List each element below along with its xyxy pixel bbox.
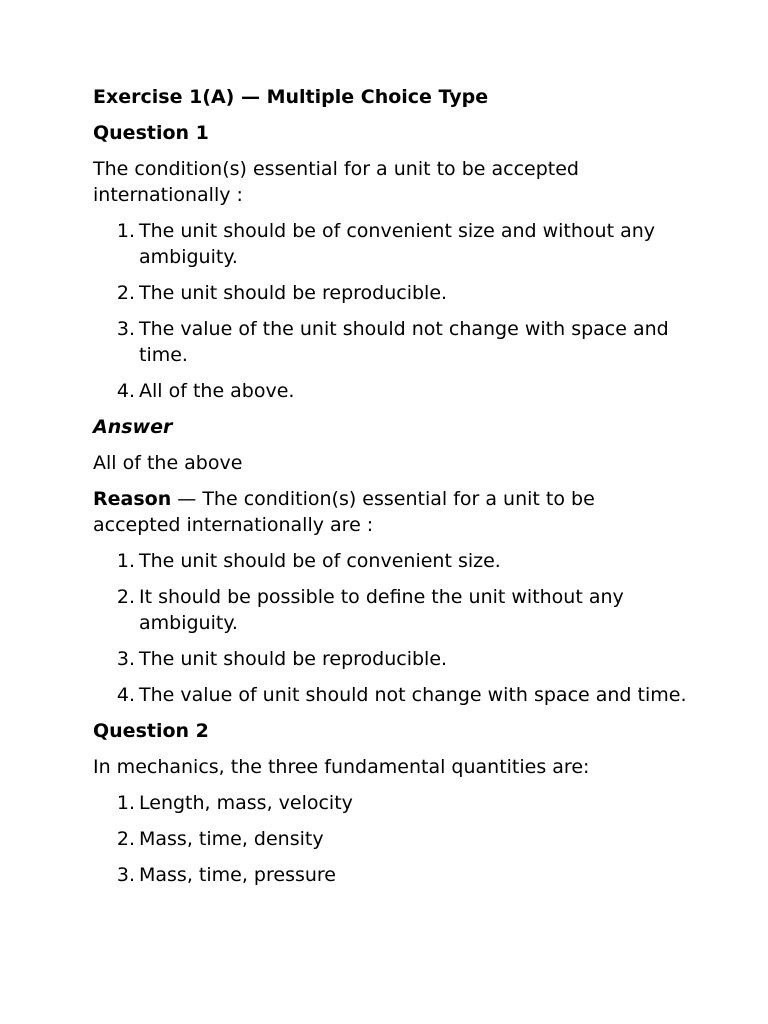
answer-text: All of the above — [93, 452, 243, 474]
reason-number: 3. — [116, 648, 135, 670]
reason-number: 2. — [116, 586, 135, 608]
option-text: The value of the unit should not change with space and time. — [139, 318, 669, 366]
reason-item-4 — [93, 682, 688, 708]
reason-item-text: The unit should be of convenient size. — [139, 550, 501, 572]
exercise-title: Exercise 1(A) — Multiple Choice Type — [93, 86, 489, 108]
option-number: 1. — [116, 792, 135, 814]
reason-item-1 — [93, 548, 688, 574]
reason-list — [93, 548, 688, 708]
question-2-option-3 — [93, 862, 688, 888]
answer-label: Answer — [93, 416, 173, 438]
reason-item-text: It should be possible to define the unit without any ambiguity. — [139, 586, 624, 634]
question-1-option-3 — [93, 316, 688, 368]
option-text: All of the above. — [139, 380, 295, 402]
option-text: Length, mass, velocity — [139, 792, 353, 814]
option-number: 4. — [116, 380, 135, 402]
question-2-prompt: In mechanics, the three fundamental quantities are: — [93, 756, 590, 778]
reason-text: — The condition(s) essential for a unit to be accepted internationally are : — [93, 488, 595, 536]
question-1-option-2 — [93, 280, 688, 306]
reason-number: 4. — [116, 684, 135, 706]
option-text: Mass, time, pressure — [139, 864, 336, 886]
question-2-option-1 — [93, 790, 688, 816]
reason-number: 1. — [116, 550, 135, 572]
reason-item-text: The unit should be reproducible. — [139, 648, 448, 670]
option-text: The unit should be reproducible. — [139, 282, 448, 304]
question-1-option-4 — [93, 378, 688, 404]
option-text: The unit should be of convenient size and without any ambiguity. — [139, 220, 656, 268]
reason-item-3 — [93, 646, 688, 672]
option-number: 2. — [116, 828, 135, 850]
question-1-option-1 — [93, 218, 688, 270]
option-number: 2. — [116, 282, 135, 304]
question-1-heading: Question 1 — [93, 122, 209, 144]
question-2-heading: Question 2 — [93, 720, 209, 742]
option-number: 3. — [116, 318, 135, 340]
option-text: Mass, time, density — [139, 828, 324, 850]
question-2-option-2 — [93, 826, 688, 852]
option-number: 3. — [116, 864, 135, 886]
question-2-options — [93, 790, 688, 888]
reason-label: Reason — [93, 488, 172, 510]
question-1-options — [93, 218, 688, 404]
option-number: 1. — [116, 220, 135, 242]
reason-paragraph — [93, 486, 688, 538]
reason-item-text: The value of unit should not change with space and time. — [139, 684, 687, 706]
question-1-prompt: The condition(s) essential for a unit to be accepted internationally : — [93, 158, 579, 206]
reason-item-2 — [93, 584, 688, 636]
